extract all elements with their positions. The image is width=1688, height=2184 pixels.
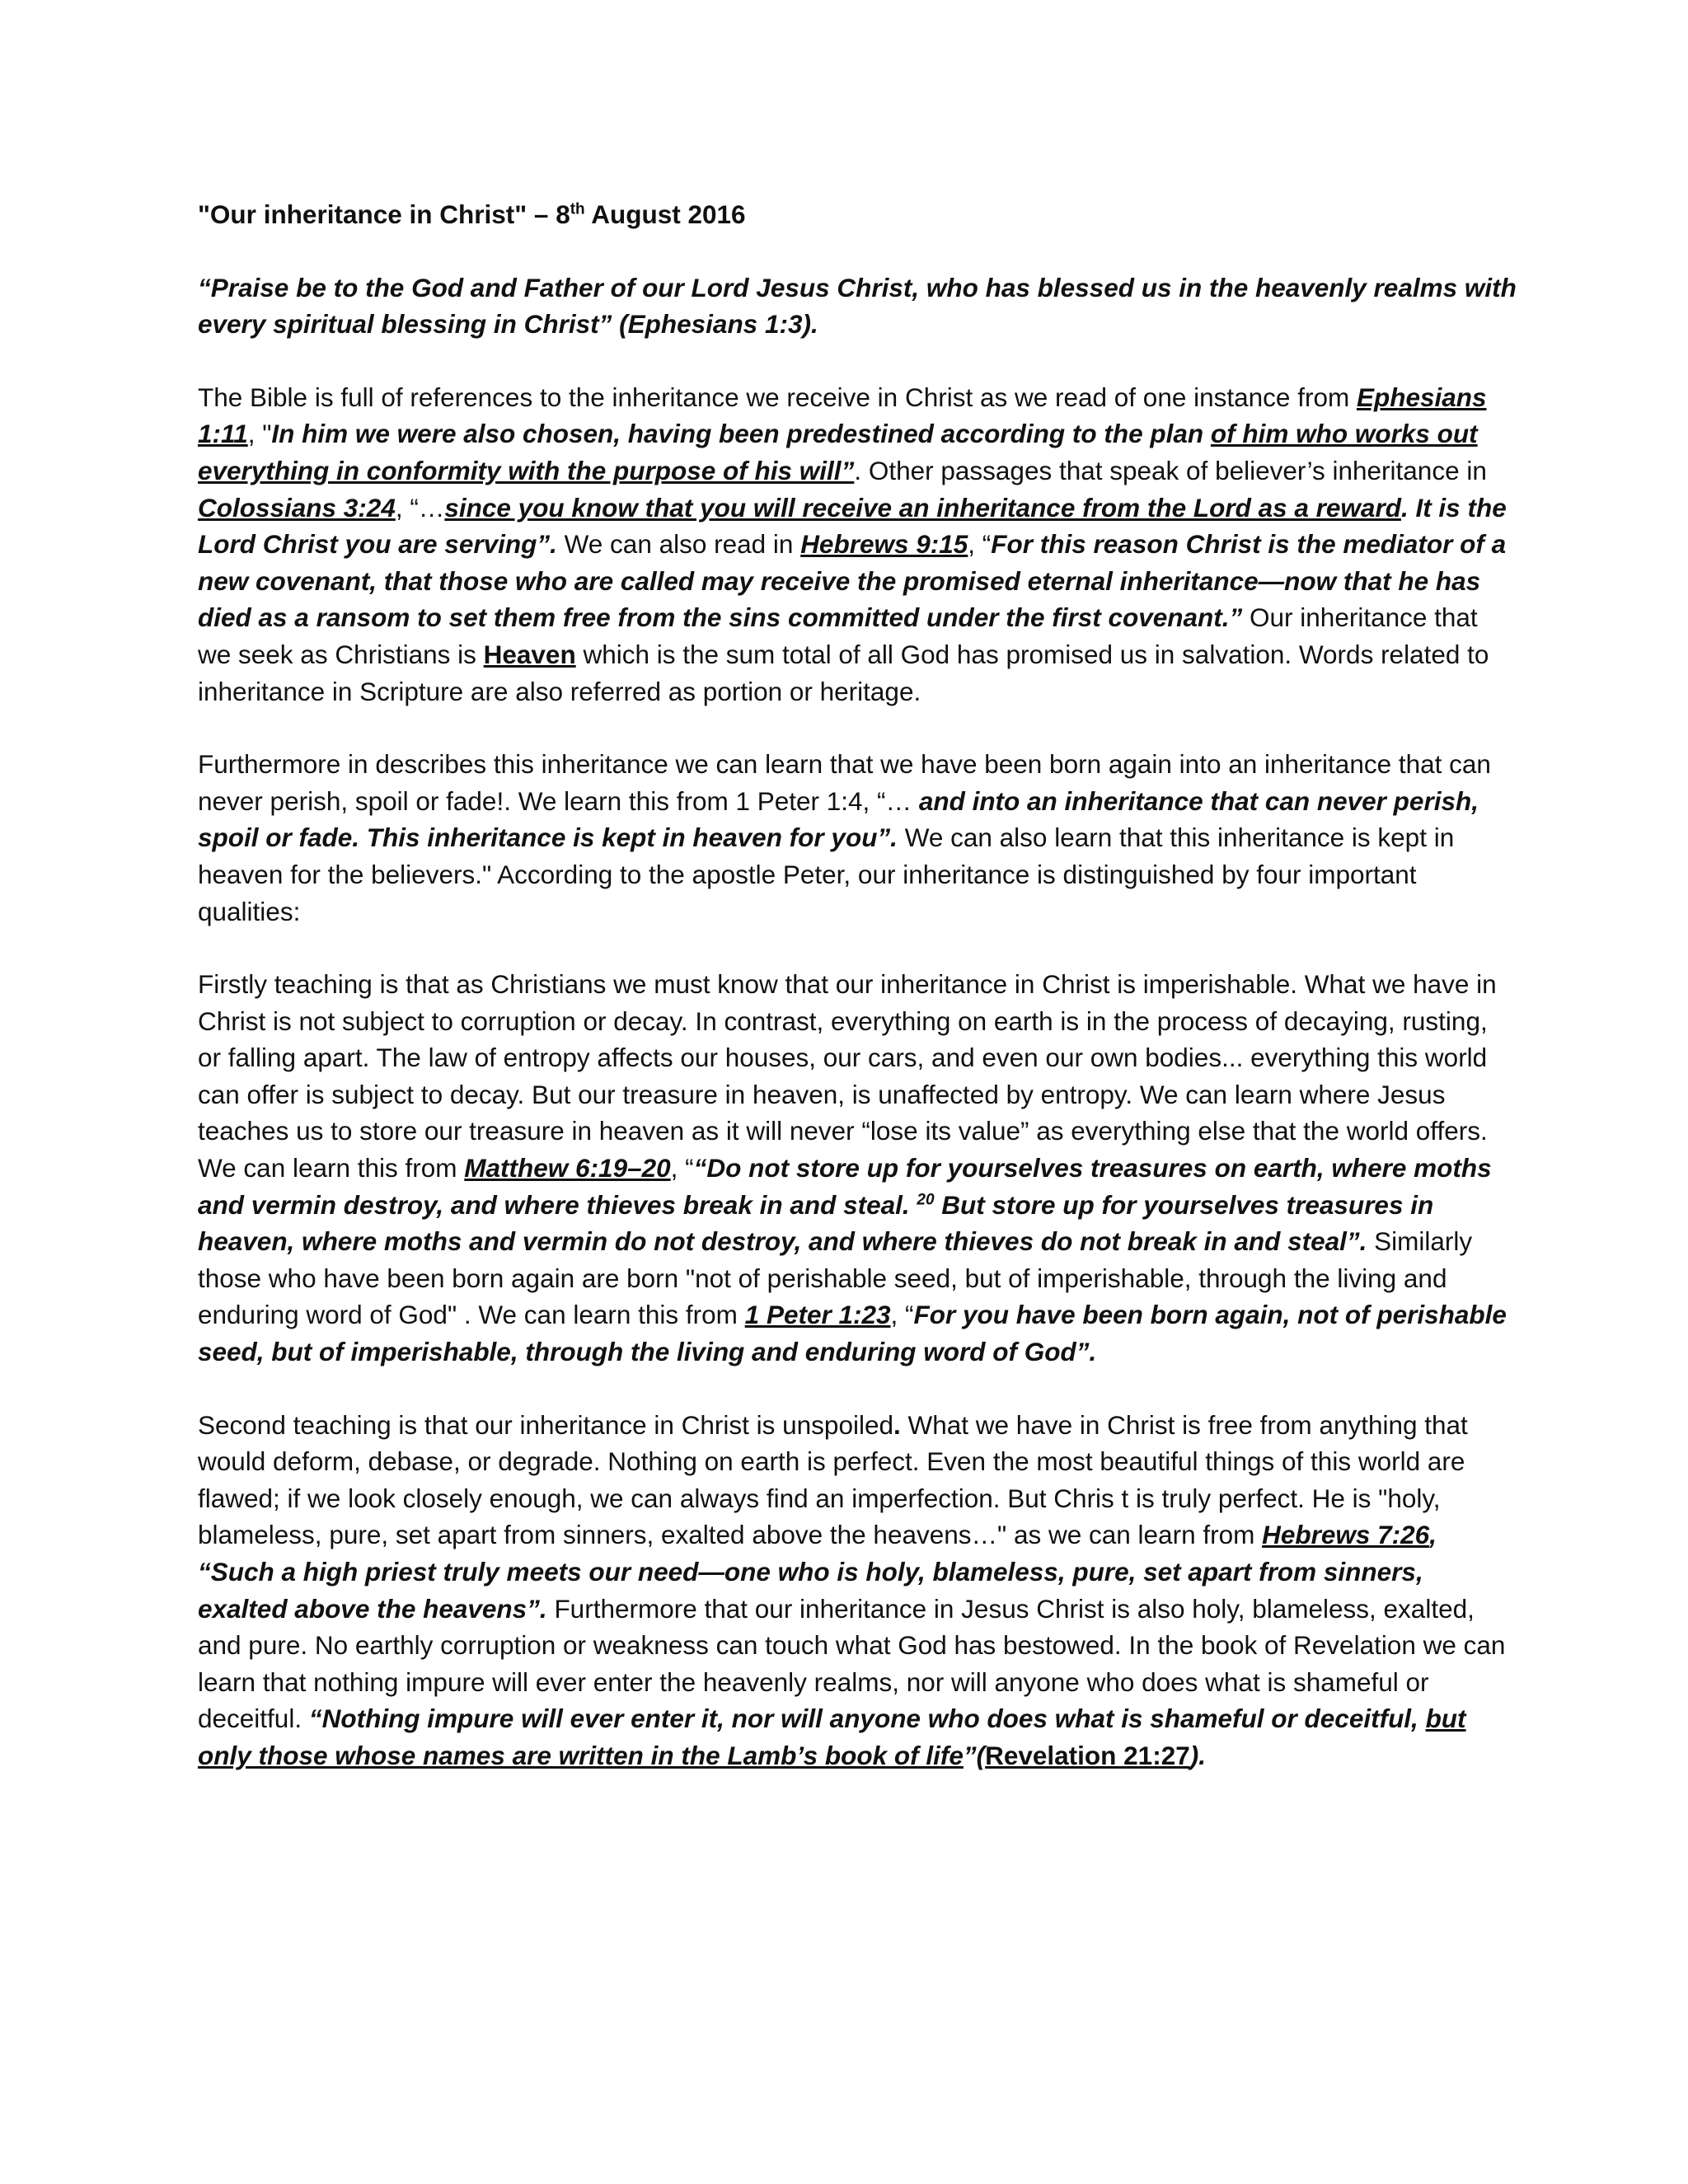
title-text: "Our inheritance in Christ" – 8: [198, 199, 570, 229]
p1-text-1: The Bible is full of references to the inheritance we receive in Christ as we read of one instance from: [198, 382, 1357, 412]
p3-text-3: Similarly those who have been born again are born "not of perishable seed, but of imperishable, through the living and enduring word of God" . We can learn this from: [198, 1226, 1473, 1330]
ref-revelation-21-27: Revelation 21:27: [985, 1740, 1190, 1770]
p3-text-2: , “: [670, 1153, 694, 1183]
p4-quote-2-underlined: but only those whose names are written in the Lamb’s book of life: [198, 1704, 1466, 1770]
p3-text-1: Firstly teaching is that as Christians we must know that our inheritance in Christ is imperishable. What we have in Christ is not subject to corruption or decay. In contrast, everything on earth is in the process of decaying, rusting, or falling apart. The law of entropy affects our houses, our cars, and even our own bodies... everything this world can offer is subject to decay. But our treasure in heaven, is unaffected by entropy. We can learn where Jesus teaches us to store our treasure in heaven as it will never “lose its value” as everything else that the world offers. We can learn this from: [198, 969, 1497, 1183]
p3-quote-1: “Do not store up for yourselves treasures on earth, where moths and vermin destroy, and where thieves break in and steal.: [198, 1153, 1492, 1220]
ref-1-peter-1-23: 1 Peter 1:23: [744, 1300, 891, 1330]
ref-hebrews-7-26: Hebrews 7:26: [1262, 1520, 1430, 1550]
paragraph-1: [198, 379, 1517, 710]
p3-quote-2: But store up for yourselves treasures in heaven, where moths and vermin do not destroy, and where thieves do not break in and steal”.: [198, 1189, 1434, 1257]
document-title: [198, 196, 1517, 233]
p2-quote-1: and into an inheritance that can never perish, spoil or fade. This inheritance is kept in heaven for you”.: [198, 785, 1479, 853]
p1-quote-3: For this reason Christ is the mediator of a new covenant, that those who are called may receive the promised eternal inheritance—now that he has died as a ransom to set them free from the sins committed under the first covenant.”: [198, 529, 1507, 633]
p4-quote-1: , “Such a high priest truly meets our need—one who is holy, blameless, pure, set apart from sinners, exalted above the heavens”.: [198, 1520, 1437, 1624]
title-date: August 2016: [584, 199, 746, 229]
p1-text-7: Our inheritance that we seek as Christians is: [198, 602, 1478, 669]
heaven-word: Heaven: [483, 639, 576, 669]
p2-text-2: We can also learn that this inheritance is kept in heaven for the believers." According to the apostle Peter, our inheritance is distinguished by four important qualities:: [198, 823, 1455, 926]
p1-quote-1-underlined: of him who works out everything in conformity with the purpose of his will”: [198, 419, 1478, 485]
p1-quote-1: In him we were also chosen, having been predestined according to the plan: [271, 419, 1211, 449]
p4-quote-3: ”(: [963, 1740, 986, 1770]
document-page: [198, 196, 1517, 1811]
p4-text-3: Furthermore that our inheritance in Jesus Christ is also holy, blameless, exalted, and pure. No earthly corruption or weakness can touch what God has bestowed. In the book of Revelation we can learn that nothing impure will ever enter the heavenly realms, nor will anyone who does what is shameful or deceitful.: [198, 1593, 1506, 1734]
ref-matthew-6-19-20: Matthew 6:19–20: [464, 1153, 671, 1183]
ref-ephesians-1-11: Ephesians 1:11: [198, 382, 1487, 449]
ref-colossians-3-24: Colossians 3:24: [198, 492, 396, 523]
ref-hebrews-9-15: Hebrews 9:15: [800, 529, 968, 560]
p4-bold-dot: .: [893, 1409, 901, 1440]
paragraph-3: [198, 966, 1517, 1371]
p4-quote-4: ).: [1189, 1740, 1206, 1770]
p1-text-3: . Other passages that speak of believer’s inheritance in: [854, 455, 1487, 485]
p1-text-8: which is the sum total of all God has promised us in salvation. Words related to inheritance in Scripture are also referred as portion or heritage.: [198, 639, 1489, 706]
p3-text-4: , “: [890, 1300, 914, 1330]
verse-number: 20: [917, 1191, 935, 1209]
p3-quote-3: For you have been born again, not of perishable seed, but of imperishable, through the living and enduring word of God”.: [198, 1300, 1507, 1367]
p1-text-2: , ": [247, 419, 272, 449]
p1-quote-2-underlined: since you know that you will receive an inheritance from the Lord as a reward: [444, 492, 1401, 523]
p4-text-2: What we have in Christ is free from anything that would deform, debase, or degrade. Nothing on earth is perfect. Even the most beautiful things of this world are flawed; if we look closely enough, we can always find an imperfection. But Chris t is truly perfect. He is "holy, blameless, pure, set apart from sinners, exalted above the heavens…" as we can learn from: [198, 1409, 1468, 1550]
p4-text-1: Second teaching is that our inheritance in Christ is unspoiled: [198, 1409, 893, 1440]
p1-text-4: , “…: [395, 492, 445, 523]
epigraph-quote: “Praise be to the God and Father of our Lord Jesus Christ, who has blessed us in the heavenly realms with every spiritual blessing in Christ” (Ephesians 1:3).: [198, 272, 1517, 340]
p4-quote-2: “Nothing impure will ever enter it, nor will anyone who does what is shameful or deceitful,: [308, 1704, 1426, 1734]
p1-text-6: , “: [968, 529, 992, 560]
p1-quote-2: . It is the Lord Christ you are serving”.: [198, 492, 1507, 560]
title-superscript: th: [570, 200, 585, 218]
p1-text-5: We can also read in: [556, 529, 801, 560]
paragraph-4: [198, 1407, 1517, 1774]
paragraph-2: [198, 746, 1517, 930]
p2-text-1: Furthermore in describes this inheritance we can learn that we have been born again into an inheritance that can never perish, spoil or fade!. We learn this from 1 Peter 1:4, “…: [198, 749, 1491, 816]
